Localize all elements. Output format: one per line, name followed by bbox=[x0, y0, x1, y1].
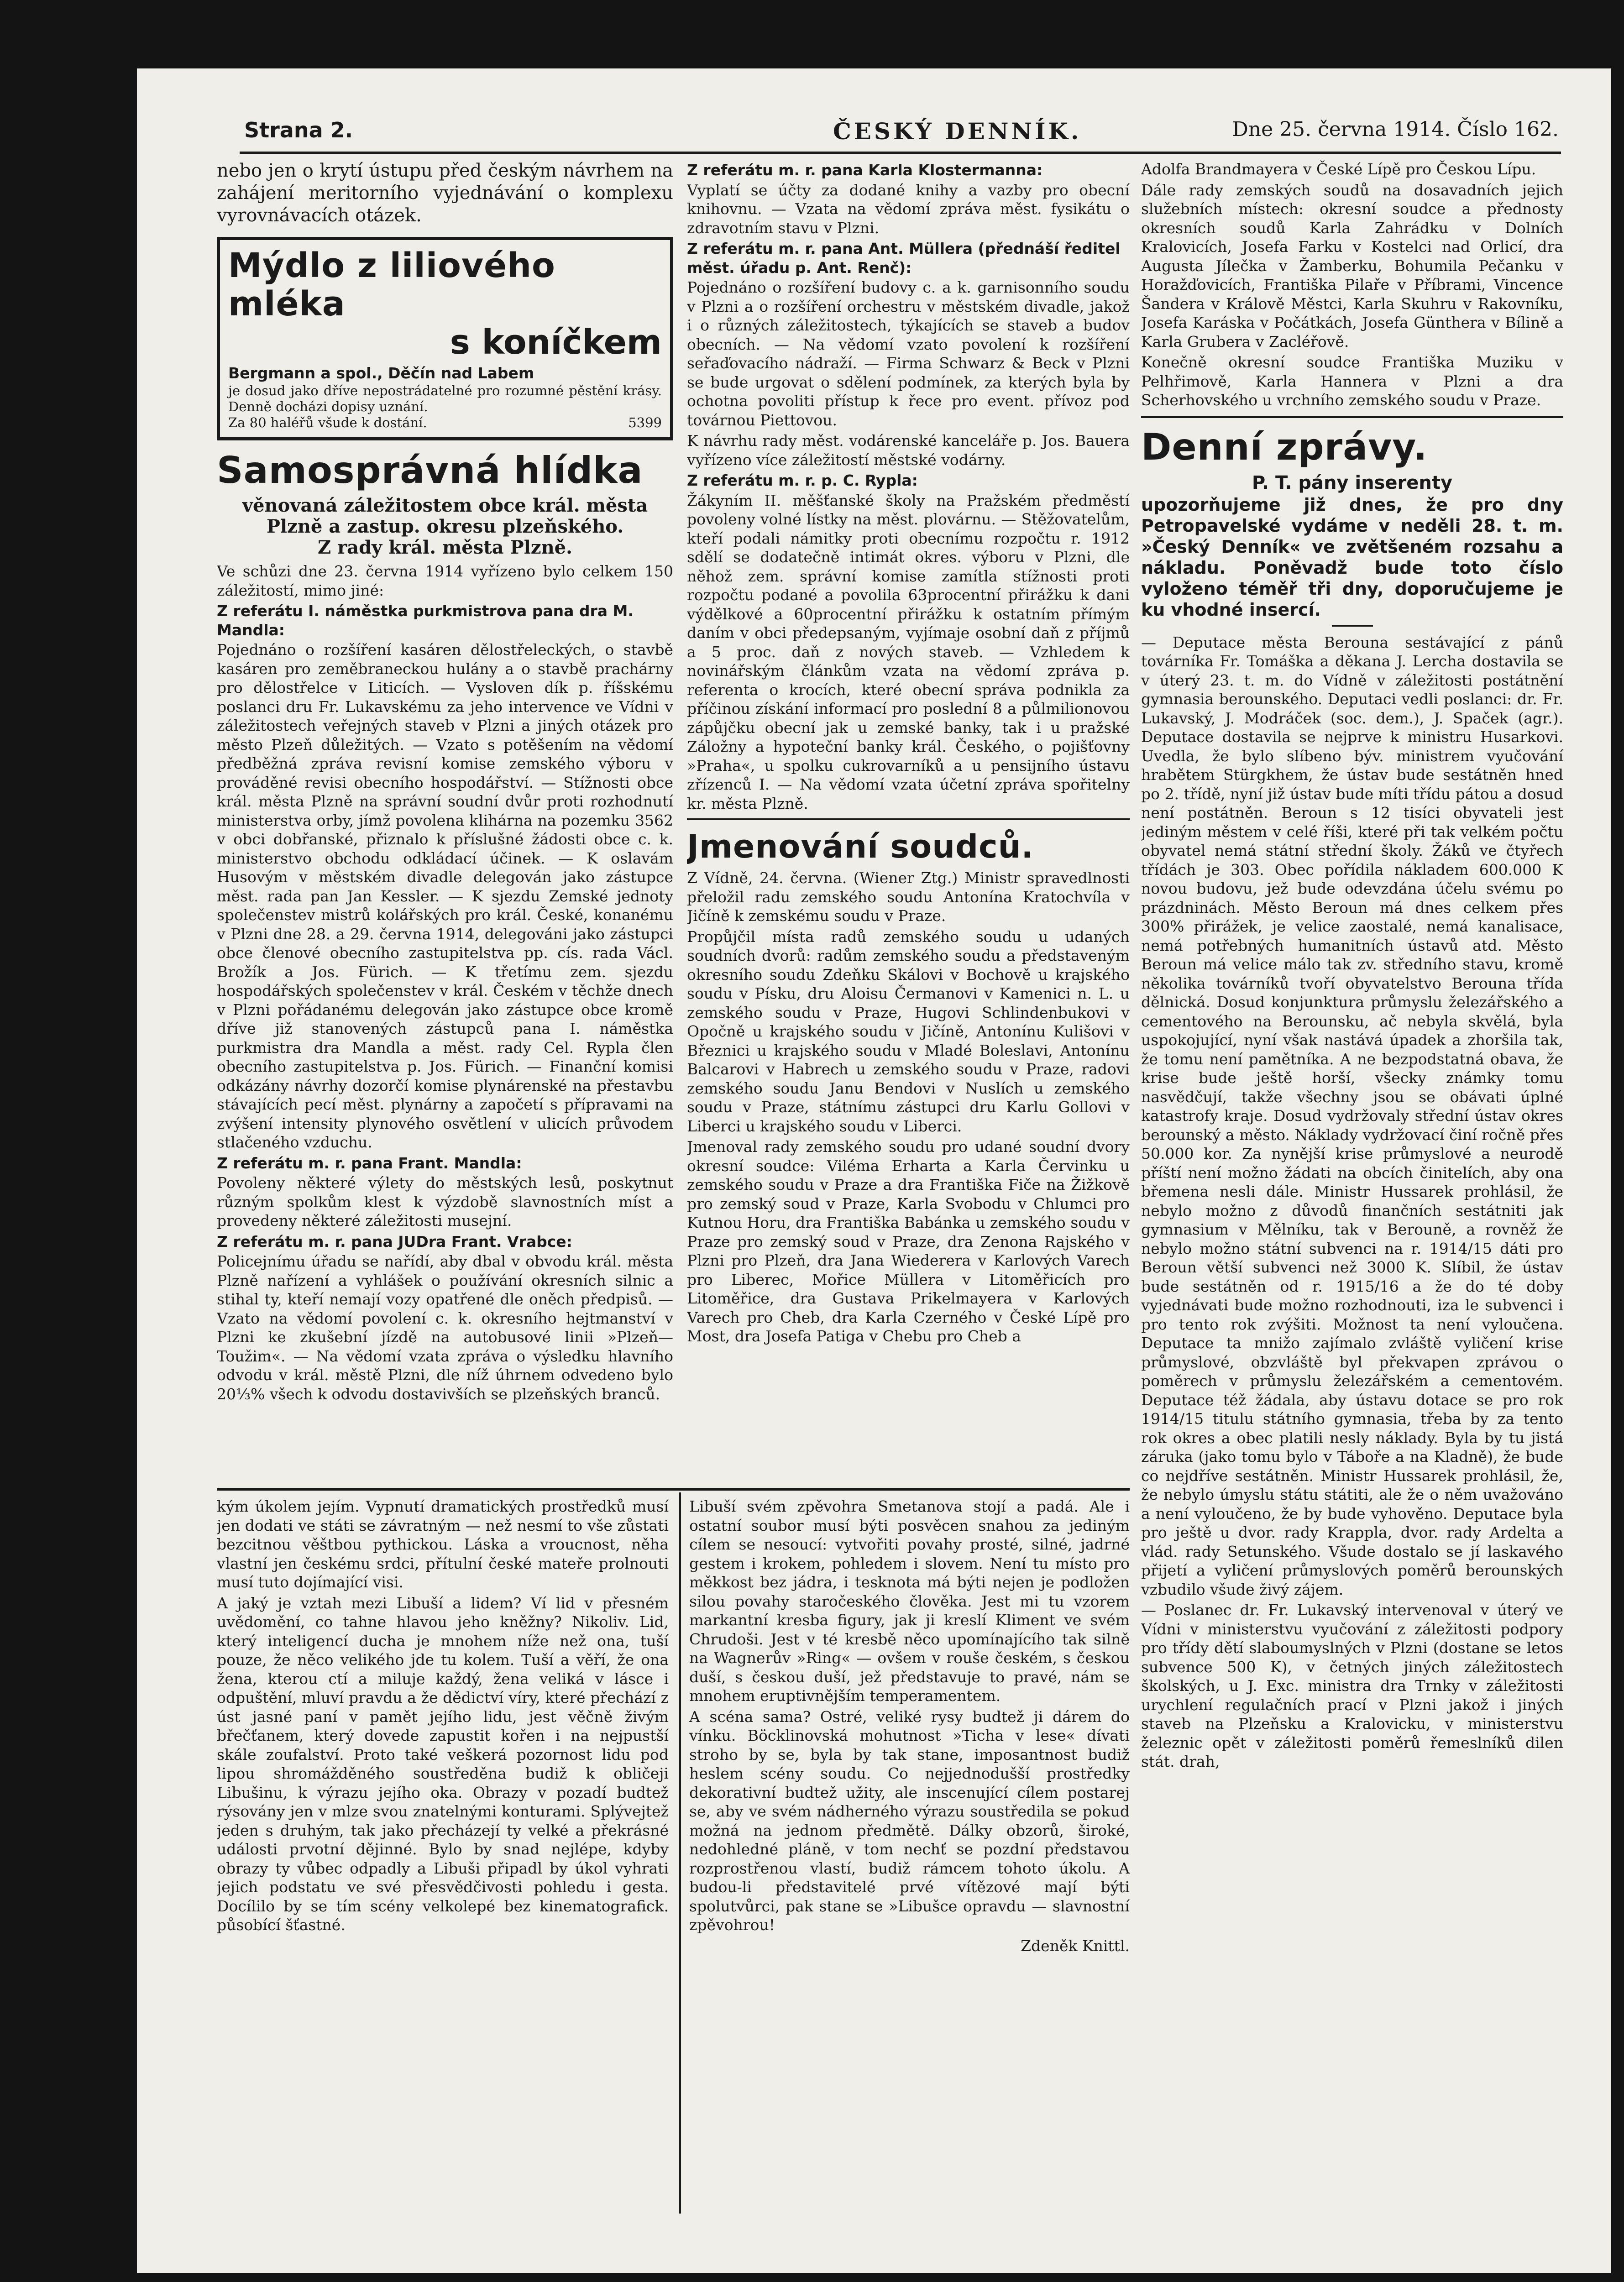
referat-heading: Z referátu m. r. pana Ant. Müllera (přednáší ředitel měst. úřadu p. Ant. Renč): bbox=[687, 240, 1121, 277]
article-paragraph: Pojednáno o rozšíření budovy c. a k. garnisonního soudu v Plzni a o rozšíření orchestru v městském divadle, jakož i o různých záležitostech, týkajících se staveb a budov obecních. — Na vědomí vzato povolení k rozšíření seřaďovacího nádraží. — Firma Schwarz & Beck v Plzni se bude urgovat o sdělení podmínek, za kterých byla by ochotna povoliti přístup k řece pro event. přívoz pod továrnou Piettovou. bbox=[687, 278, 1130, 429]
article-paragraph: K návrhu rady měst. vodárenské kanceláře p. Jos. Bauera vyřízeno více záležitostí městské vodárny. bbox=[687, 432, 1130, 469]
article-paragraph: Ve schůzi dne 23. června 1914 vyřízeno bylo celkem 150 záležitostí, mimo jiné: bbox=[217, 562, 673, 599]
date-issue: Dne 25. června 1914. Číslo 162. bbox=[1232, 118, 1559, 141]
article-paragraph: Vyplatí se účty za dodané knihy a vazby pro obecní knihovnu. — Vzata na vědomí zpráva měst. fysikátu o zdravotním stavu v Plzni. bbox=[687, 181, 1130, 237]
section-subtitle: věnovaná záležitostem obce král. města Plzně a zastup. okresu plzeňského. bbox=[242, 495, 648, 537]
article-paragraph: Propůjčil místa radů zemského soudu u udaných soudních dvorů: radům zemského soudu a představeným okresního soudu Zdeňku Skálovi v Bochově u krajského soudu v Písku, dru Aloisu Čermanovi v Kamenici n. L. u zemského soudu v Praze, Hugovi Schlindenbukovi v Opočně u krajského soudu v Jičíně, Antonínu Kulišovi v Březnici u krajského soudu v Mladé Boleslavi, Antonínu Balcarovi v Habrech u zemského soudu v Praze, radovi zemského soudu Janu Bendovi v Nuslích u zemského soudu v Praze, státnímu zástupci dru Karlu Gollovi v Liberci u krajského soudu v Liberci. bbox=[687, 927, 1130, 1135]
article-paragraph: Jmenoval rady zemského soudu pro udané soudní dvory okresní soudce: Viléma Erharta a Karla Červinku u zemského soudu v Praze a dra Františka Fiče na Žižkově pro zemský soud v Praze, Karla Svobodu v Chlumci pro Kutnou Horu, dra Františka Babánka u zemského soudu v Praze pro zemský soud v Praze, dra Zenona Rajského v Plzni pro Plzeň, dra Jana Wiederera v Karlových Varech pro Liberec, Mořice Müllera v Litoměřicích pro Litoměřice, dra Gustava Prikelmayera v Karlových Varech pro Cheb, dra Karla Czerného v České Lípě pro Most, dra Josefa Patiga v Chebu pro Cheb a bbox=[687, 1138, 1130, 1345]
lead-paragraph: nebo jen o krytí ústupu před českým návrhem na zahájení meritorního vyjednávání o komplexu vyrovnávacích otázek. bbox=[217, 160, 673, 226]
article-paragraph: Konečně okresní soudce Františka Muziku v Pelhřimově, Karla Hannera v Plzni a dra Scherhovského u vrchního zemského soudu v Praze. bbox=[1141, 353, 1563, 409]
section-rule bbox=[1141, 416, 1563, 418]
feuilleton-paragraph: A scéna sama? Ostré, veliké rysy budtež ji dárem do vínku. Böcklinovská mohutnost »Ticha v lese« dívati stroho by se, byla by tak stane, imposantnost budiž heslem scény soudu. Co nejjednodušší prostředky dekorativní budtež užity, ale inscenující cílem postarej se, aby ve svém nádherného výrazu soustředila se pokud možná na jednom předmětě. Dálky obzorů, široké, nedohledné pláně, v tom nechť se pozdní představou rozprostřenou vlastí, budiž rámcem tohoto úkolu. A budou-li představitelé prvé vítězové mají býti spolutvůrci, pak stane se »Libušce opravdu — slavnostní zpěvohrou! bbox=[689, 1707, 1130, 1934]
news-paragraph: — Deputace města Berouna sestávající z pánů továrníka Fr. Tomáška a děkana J. Lercha dostavila se v úterý 23. t. m. do Vídně v záležitosti postátnění gymnasia berounského. Deputaci vedli poslanci: dr. Fr. Lukavský, J. Modráček (soc. dem.), J. Spaček (agr.). Deputace dostavila se nejprve k ministru Husarkovi. Uvedla, že bylo slíbeno býv. ministrem vyučování hrabětem Stürgkhem, že ústav bude sestátněn hned po 2. třídě, nyní již ústav bude míti třídu pátou a dosud není postátněn. Beroun s 12 tisíci obyvateli jest jediným městem v celé říši, které při tak velkém počtu obyvatel nemá státní střední školy. Žáků ve čtyřech třídách je 303. Obec pořídila nákladem 600.000 K novou budovu, jež bude odevzdána účelu svému po prázdninách. Město Beroun má dnes celkem přes 300% přirážek, je velice zaostalé, nemá kanalisace, nemá potřebných humanitních ústavů atd. Město Beroun má velice málo tak zv. středního stavu, kromě několika továrníků tvoří obyvatelstvo Berouna třída dělnická. Dosud konjunktura průmyslu železářského a cementového na Berounsku, ač nebyla skvělá, byla uspokojující, nyní však nastává úpadek a zhoršila tak, že tomu není pamětníka. A ne bezpodstatná obava, že krise bude ještě horší, všecky známky tomu nasvědčují, takže všechny jsou se obávati úplné katastrofy kraje. Dosud vydržovaly střední ústav okres berounský a město. Náklady vydržovací činí ročně přes 50.000 kor. Za nynější krise průmyslové a neurodě příští není možno žádati na obcích činitelích, aby ona břemena nesli dále. Ministr Hussarek prohlásil, že nebylo možno z důvodů finančních sestátniti jak gymnasium v Mělníku, tak v Berouně, a rovněž že nebylo možno státní subvenci na r. 1914/15 dáti pro Beroun větší subvenci než 3000 K. Slíbil, že ústav bude sestátněn od r. 1915/16 a že do té doby vyjednávati bude možno rozhodnouti, iza le subvenci i pro tento rok zvýšiti. Možnost ta není vyloučena. Deputace ta mnižo zajímalo zvláště vyličení krise průmyslové, obzvláště byl překvapen zprávou o poměrech v průmyslu železářském a cementovém. Deputace též žádala, aby ústavu dotace se pro rok 1914/15 titulu státního gymnasia, třeba by za tento rok okres a obec platili nesly náklady. Byla by tu jistá záruka (jako tomu bylo v Táboře a na Kladně), že bude co nejdříve sestátněn. Ministr Hussarek prohlásil, že, že nebylo úmyslu státu státiti, ale že o něm uvažováno a není vyloučeno, že by bude vyhověno. Deputace byla pro ještě u dvor. rady Krappla, dvor. rady Ardelta a vlád. rady Setunského. Všude dostalo se jí laskavého přijetí a vyličení průmyslových poměrů berounských vzbudilo všude živý zájem. bbox=[1141, 633, 1563, 1598]
column-3 bbox=[1141, 160, 1563, 2209]
soap-advertisement bbox=[217, 237, 673, 440]
article-paragraph: Pojednáno o rozšíření kasáren dělostřeleckých, o stavbě kasáren pro zeměbraneckou hulány a o stavbě prachárny pro dělostřelce v Liticích. — Vysloven dík p. říšskému poslanci dru Fr. Lukavskému za jeho intervence ve Vídni v záležitostech veřejných staveb v Plzni a jiných otázek pro město Plzeň důležitých. — Vzato s potěšením na vědomí předběžná zpráva revisní komise zemského výboru v prováděné revisi obecního hospodářství. — Stížnosti obce král. města Plzně na správní soudní dvůr proti rozhodnutí ministerstva orby, jímž povolena klihárna na pozemku 3562 v obci dobřanské, přiznalo k příslušné žádosti obce c. k. ministerstvo obchodu odkládací účinek. — K oslavám Husovým v městském divadle delegován jako zástupce měst. rada pan Jan Kessler. — K sjezdu Zemské jednoty společenstev mistrů kolářských pro král. České, konanému v Plzni dne 28. a 29. června 1914, delegováni jako zástupci obce členové obecního zastupitelstva pp. cís. rada Václ. Brožík a Jos. Fürich. — K třetímu zem. sjezdu hospodářských společenstev v král. Českém v těchže dnech v Plzni pořádanému delegován jako zástupce obce kromě dříve již stanovených zástupců pana I. náměstka purkmistra dra Mandla a měst. rady Cel. Rypla člen obecního zastupitelstva p. Jos. Fürich. — Finanční komisi odkázány návrhy dozorčí komise plynárenské na přestavbu stávajících pecí měst. plynárny a započetí s přípravami na zvýšení intensity plynového osvětlení v ulicích průvodem stlačeného vzduchu. bbox=[217, 641, 673, 1151]
referat-heading: Z referátu I. náměstka purkmistrova pana dra M. Mandla: bbox=[217, 602, 634, 639]
notice-text: upozorňujeme již dnes, že pro dny Petropavelské vydáme v neděli 28. t. m. »Český Denník« ve zvětšeném rozsahu a nákladu. Poněvadž bude toto číslo vyloženo téměř tři dny, doporučujeme je ku vhodné insercí. bbox=[1141, 494, 1563, 620]
referat-heading: Z referátu m. r. pana JUDra Frant. Vrabce: bbox=[217, 1232, 572, 1251]
section-rule bbox=[687, 818, 1130, 820]
ad-price: Za 80 haléřů všude k dostání. bbox=[228, 415, 427, 430]
article-paragraph: Žákyním II. měšťanské školy na Pražském předměstí povoleny volné lístky na měst. plovárnu. — Stěžovatelům, kteří podali námitky proti obecnímu rozpočtu r. 1912 sdělí se dodatečně intimát okres. výboru v Plzni, dle něhož zem. správní komise zamítla stížnosti proti rozpočtu podané a povolila 63procentní přirážku k dani výdělkové a 60procentní přirážku k ostatním přímým daním v obci předepsaným, vyjímaje osobní daň z příjmů a 5 proc. daň z nových staveb. — Vzhledem k novinářským článkům vzata na vědomí zpráva p. referenta o krocích, které obecní správa podnikla za příčinou získání informací pro poslední 8 a půlmilionovou zápůjčku obecní jak u zemské banky, tak i u pražské Záložny a hypoteční banky král. Českého, o pojišťovny »Praha«, u spolku cukrovarníků a u pensijního ústavu zřízenců I. — Na vědomí vzata účetní zpráva spořitelny kr. města Plzně. bbox=[687, 491, 1130, 812]
article-paragraph: Z Vídně, 24. června. (Wiener Ztg.) Ministr spravedlnosti přeložil radu zemského soudu Antonína Kratochvíla v Jičíně k zemskému soudu v Praze. bbox=[687, 869, 1130, 925]
article-paragraph: Povoleny některé výlety do městských lesů, poskytnut různým spolkům klest k výzdobě slavnostních míst a provedeny některé záležitosti musejní. bbox=[217, 1174, 673, 1230]
feuilleton-paragraph: A jaký je vztah mezi Libuší a lidem? Ví lid v přesném uvědomění, co tahne hlavou jeho kněžny? Nikoliv. Lid, který inteligencí ducha je mnohem níže než ona, tuší pouze, že něco velikého jde tu kolem. Tuší a věří, že ona žena, kterou ctí a miluje každý, žena veliká v lásce i odpuštění, mluví pravdu a že dědictví víry, které přechází z úst jasné paní v pamět jejího lidu, jest věčně živým břečťanem, který dovede zapustit kořen i na nejpustší skále zoufalství. Proto také veškerá pozornost lidu pod lipou shromážděného soustředěna budiž k obličeji Libušinu, k výrazu jejího oka. Obrazy v pozadí budtež rýsovány jen v mlze svou znatelnými konturami. Splývejtež jeden s druhým, tak jako přecházejí ty velké a překrásné události prvotní dějinné. Bylo by snad nejlépe, kdyby obrazy ty vůbec odpadly a Libuši připadl by úkol vyhrati jejich podstatu ve své přesvědčivosti pohledu i gesta. Docílilo by se tím scény velkolepé bez kinematografick. působící šťastné. bbox=[217, 1594, 669, 1934]
masthead-rule bbox=[240, 152, 1561, 154]
article-paragraph: Dále rady zemských soudů na dosavadních jejich služebních místech: okresní soudce a přednosty okresních soudů Karla Zahrádku v Dolních Kralovicích, Josefa Farku v Kostelci nad Orlicí, dra Augusta Jílečka v Žamberku, Bohumila Pečanku v Horažďovicích, Františka Pilaře v Příbrami, Vincence Šandera v Králově Městci, Karla Skuhru v Rakovníku, Josefa Karáska v Počátkách, Josefa Günthera v Bílině a Karla Grubera v Zacléřově. bbox=[1141, 181, 1563, 351]
referat-heading: Z referátu m. r. pana Frant. Mandla: bbox=[217, 1154, 522, 1172]
referat-heading: Z referátu m. r. pana Karla Klostermanna: bbox=[687, 161, 1043, 179]
ad-number: 5399 bbox=[628, 415, 662, 430]
feuilleton-rule bbox=[217, 1488, 1130, 1491]
daily-news-title: Denní zprávy. bbox=[1141, 425, 1428, 468]
author-signature: Zdeněk Knittl. bbox=[1021, 1937, 1130, 1955]
feuilleton-paragraph: Libuší svém zpěvohra Smetanova stojí a padá. Ale i ostatní soubor musí býti posvěcen snahou za jediným cílem se nesoucí: vytvořiti povahy prosté, silné, jadrné gestem i krokem, pohledem i slovem. Není tu místo pro měkkost bez jádra, i tesknota má býti nejen je podložen silou povahy staročeského člověka. Jest mi tu vzorem markantní kresba figury, jak ji kreslí Kliment ve svém Chrudoši. Jest v té kresbě něco upomínajícího tak silně na Wagnerův »Ring« — ovšem v rouše českém, s českou duší, s českou duší, jež představuje to pravé, nám se mnohem eruptivnějším temperamentem. bbox=[689, 1497, 1130, 1705]
feuilleton-paragraph: kým úkolem jejím. Vypnutí dramatických prostředků musí jen dodati ve státi se závratným — než nesmí to vše zůstati bezcitnou věštbou pythickou. Láska a vroucnost, něha vlastní jen českému srdci, přítulní české mateře prolnouti musí tuto dojímající visi. bbox=[217, 1497, 669, 1591]
article-paragraph: Policejnímu úřadu se nařídí, aby dbal v obvodu král. města Plzně nařízení a vyhlášek o používání okresních silnic a stihal ty, kteří nemají vozy opatřené dle oněch předpisů. — Vzato na vědomí povolení c. k. okresního hejtmanství v Plzni ke zkušební jízdě na autobusové linii »Plzeň—Toužim«. — Na vědomí vzata zpráva o výsledku hlavního odvodu v král. městě Plzni, dle níž úhrnem odvedeno bylo 20⅓% všech k odvodu dostavivších se plzeňských branců. bbox=[217, 1252, 673, 1403]
column-2 bbox=[687, 160, 1130, 1483]
referat-heading: Z referátu m. r. p. C. Rypla: bbox=[687, 471, 918, 489]
news-paragraph: — Poslanec dr. Fr. Lukavský intervenoval v úterý ve Vídni v ministerstvu vyučování z záležitosti podpory pro třídy dětí slaboumyslných v Plzni (dostane se letos subvence 500 K), v četných jiných záležitostech školských, u J. Exc. ministra dra Trnky v záležitosti urychlení regulačních prací v Plzni jakož i jiných staveb na Plzeňsku a Kralovicku, v ministerstvu železnic opět v záležitosti poměrů řemeslníků dilen stát. drah, bbox=[1141, 1601, 1563, 1770]
masthead bbox=[244, 118, 1559, 150]
newspaper-title: ČESKÝ DENNÍK. bbox=[833, 118, 1082, 145]
page-label: Strana 2. bbox=[244, 118, 353, 142]
council-heading: Z rady král. města Plzně. bbox=[317, 537, 573, 558]
feuilleton-column-2 bbox=[689, 1497, 1130, 2209]
divider bbox=[1332, 625, 1373, 627]
section-title: Samosprávná hlídka bbox=[217, 449, 643, 492]
notice-heading: P. T. pány inserenty bbox=[1252, 472, 1453, 493]
article-paragraph: Adolfa Brandmayera v České Lípě pro Českou Lípu. bbox=[1141, 160, 1536, 178]
newspaper-page bbox=[137, 68, 1611, 2273]
judges-section-title: Jmenování soudců. bbox=[687, 828, 1034, 865]
column-1 bbox=[217, 160, 673, 1483]
ad-title-line-2: s koníčkem bbox=[450, 323, 662, 362]
ad-title-line-1: Mýdlo z liliového mléka bbox=[228, 246, 555, 324]
ad-firm: Bergmann a spol., Děčín nad Labem bbox=[228, 364, 534, 382]
feuilleton-column-1 bbox=[217, 1497, 669, 2209]
ad-text: je dosud jako dříve nepostrádatelné pro rozumné pěstění krásy. Denně docházi dopisy uznání. bbox=[228, 383, 662, 414]
ad-footer bbox=[228, 415, 662, 431]
column-rule bbox=[679, 1492, 681, 2214]
